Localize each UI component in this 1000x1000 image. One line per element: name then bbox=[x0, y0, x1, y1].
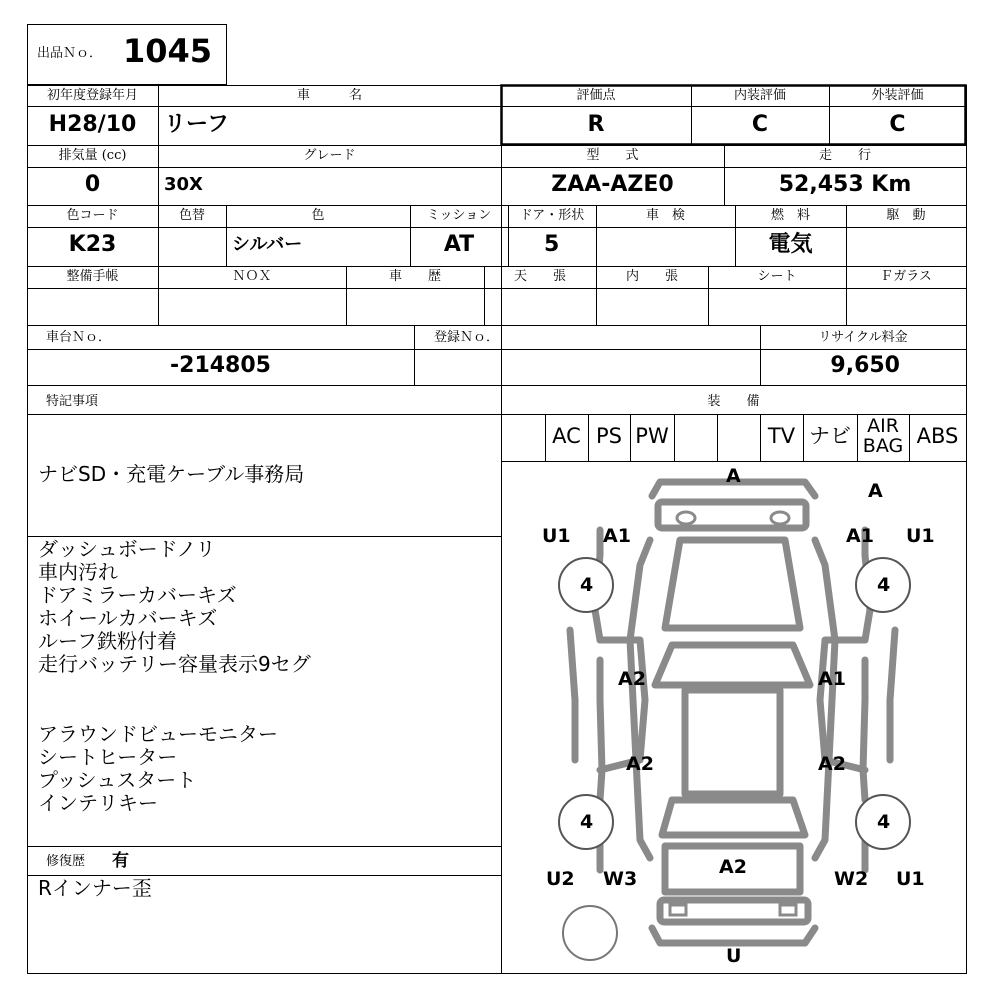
lot-box bbox=[27, 24, 227, 85]
damage-rear-bumper-u: U bbox=[726, 945, 742, 967]
repair-detail: Rインナー歪 bbox=[38, 876, 152, 900]
list-item: アラウンドビューモニター bbox=[38, 722, 278, 746]
equipment-navi: ナビ bbox=[809, 424, 851, 448]
tire-rear-left: 4 bbox=[580, 811, 594, 833]
notes-label: 特記事項 bbox=[46, 394, 99, 409]
damage-front-right-fender-a1: A1 bbox=[846, 525, 874, 547]
drive-label: 駆 動 bbox=[886, 208, 926, 223]
list-item: 走行バッテリー容量表示9セグ bbox=[38, 652, 311, 676]
equipment-tv: TV bbox=[767, 424, 796, 448]
interior-trim-label: 内 張 bbox=[625, 269, 678, 284]
registration-label: 登録Ｎｏ． bbox=[434, 330, 500, 345]
list-item: ドアミラーカバーキズ bbox=[38, 583, 237, 607]
damage-front-right-wheel-u1: U1 bbox=[906, 525, 935, 547]
damage-right-rear-door: A2 bbox=[818, 753, 846, 775]
equipment-pw: PW bbox=[635, 424, 669, 448]
list-item: インテリキー bbox=[38, 791, 158, 815]
grade-label: グレード bbox=[303, 148, 356, 163]
score-label: 評価点 bbox=[576, 88, 616, 103]
tire-front-left: 4 bbox=[580, 574, 594, 596]
car-name-label: 車 名 bbox=[296, 88, 362, 103]
damage-rear-left-quarter-w3: W3 bbox=[603, 868, 638, 890]
equipment-ps: PS bbox=[596, 424, 622, 448]
lot-number: 1045 bbox=[123, 32, 213, 70]
damage-trunk-a2: A2 bbox=[719, 856, 747, 878]
model-value: ZAA-AZE0 bbox=[551, 172, 674, 197]
lot-label: 出品Ｎｏ． bbox=[37, 46, 103, 61]
equipment-label: 装 備 bbox=[707, 394, 760, 409]
first-reg-value: H28/10 bbox=[48, 112, 137, 137]
list-item: シートヒーター bbox=[38, 745, 178, 769]
mileage-value: 52,453 Km bbox=[778, 172, 912, 197]
recycle-label: リサイクル料金 bbox=[818, 330, 908, 345]
fuel-label: 燃 料 bbox=[770, 208, 810, 223]
chassis-label: 車台Ｎｏ． bbox=[46, 330, 112, 345]
list-item: ダッシュボードノリ bbox=[38, 537, 216, 561]
tire-rear-right: 4 bbox=[877, 811, 891, 833]
damage-rear-right-quarter-w2: W2 bbox=[834, 868, 869, 890]
notes-main: ナビSD・充電ケーブル事務局 bbox=[38, 462, 305, 486]
mission-label: ミッション bbox=[426, 208, 492, 223]
damage-front-left-wheel-u1: U1 bbox=[542, 525, 571, 547]
maintenance-label: 整備手帳 bbox=[66, 269, 119, 284]
chassis-value: -214805 bbox=[170, 353, 271, 378]
mission-value: AT bbox=[443, 232, 475, 257]
repair-value: 有 bbox=[112, 851, 129, 871]
list-item: 車内汚れ bbox=[38, 560, 118, 584]
damage-left-front-door: A2 bbox=[618, 668, 646, 690]
damage-front: A bbox=[726, 465, 741, 487]
damage-right-front-corner: A bbox=[868, 480, 883, 502]
damage-front-left-fender-a1: A1 bbox=[603, 525, 631, 547]
equipment-airbag: AIR BAG bbox=[862, 415, 904, 457]
damage-rear-right-wheel-u1: U1 bbox=[896, 868, 925, 890]
seat-label: シート bbox=[757, 269, 797, 284]
exterior-score-label: 外装評価 bbox=[871, 88, 924, 103]
history-label: 車 歴 bbox=[388, 269, 441, 284]
interior-score-label: 内装評価 bbox=[733, 88, 786, 103]
repair-label: 修復歴 bbox=[46, 854, 86, 869]
displacement-value: 0 bbox=[84, 172, 101, 197]
displacement-label: 排気量 (cc) bbox=[58, 148, 127, 163]
list-item: ルーフ鉄粉付着 bbox=[38, 629, 177, 653]
door-value: 5 bbox=[544, 232, 560, 257]
recycle-value: 9,650 bbox=[830, 353, 900, 378]
damage-right-front-door: A1 bbox=[818, 668, 846, 690]
mileage-label: 走 行 bbox=[818, 148, 871, 163]
inspection-label: 車 検 bbox=[645, 208, 685, 223]
door-label: ドア・形状 bbox=[519, 208, 585, 223]
damage-rear-left-wheel-u2: U2 bbox=[546, 868, 575, 890]
equipment-ac: AC bbox=[552, 424, 581, 448]
exterior-score-value: C bbox=[889, 112, 906, 137]
nox-label: ＮＯＸ bbox=[232, 269, 272, 284]
interior-score-value: C bbox=[751, 112, 769, 137]
color-label: 色 bbox=[311, 208, 325, 223]
car-name-value: リーフ bbox=[164, 112, 229, 137]
color-value: シルバー bbox=[232, 234, 303, 255]
fuel-value: 電気 bbox=[768, 232, 813, 257]
grade-value: 30X bbox=[164, 174, 203, 195]
list-item: プッシュスタート bbox=[38, 768, 197, 792]
color-code-value: K23 bbox=[68, 232, 117, 257]
glass-label: Ｆガラス bbox=[880, 269, 932, 284]
model-label: 型 式 bbox=[586, 148, 639, 163]
sunroof-label: 天 張 bbox=[513, 269, 566, 284]
repaint-label: 色替 bbox=[178, 208, 205, 223]
score-value: R bbox=[587, 112, 605, 137]
first-reg-label: 初年度登録年月 bbox=[46, 88, 138, 103]
damage-left-rear-door: A2 bbox=[626, 753, 654, 775]
tire-front-right: 4 bbox=[877, 574, 891, 596]
color-code-label: 色コード bbox=[66, 208, 119, 223]
equipment-abs: ABS bbox=[916, 424, 959, 448]
list-item: ホイールカバーキズ bbox=[38, 606, 218, 630]
